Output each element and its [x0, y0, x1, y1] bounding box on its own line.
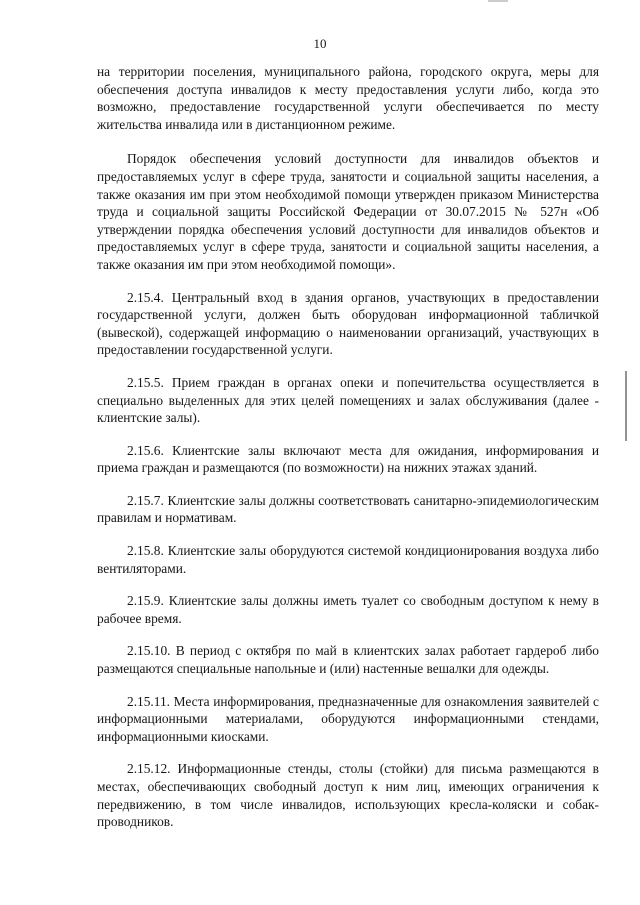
- paragraph-2-15-8: 2.15.8. Клиентские залы оборудуются системой кондиционирования воздуха либо вентиляторами.: [97, 543, 599, 576]
- paragraph-2-15-10: 2.15.10. В период с октября по май в клиентских залах работает гардероб либо размещаются специальные напольные и (или) настенные вешалки для одежды.: [97, 643, 599, 677]
- paragraph-2-15-6: 2.15.6. Клиентские залы включают места для ожидания, информирования и приема граждан и размещаются (по возможности) на нижних этажах зданий.: [97, 442, 599, 476]
- paragraph-2-15-11: 2.15.11. Места информирования, предназначенные для ознакомления заявителей с информационными материалами, оборудуются информационными стендами, информационными киосками.: [97, 693, 599, 744]
- paragraph-accessibility-order: Порядок обеспечения условий доступности для инвалидов объектов и предоставляемых услуг в сфере труда, занятости и социальной защиты населения, а также оказания им при этом необходимой помощи утвержден приказом Министерства труда и социальной защиты Российской Федерации от 30.07.2015 № 527н «Об утверждении порядка обеспечения условий доступности для инвалидов объектов и предоставляемых услуг в сфере труда, занятости и социальной защиты населения, а также оказания им при этом необходимой помощи».: [97, 151, 599, 272]
- document-body: [97, 63, 599, 846]
- paragraph-2-15-4: 2.15.4. Центральный вход в здания органов, участвующих в предоставлении государственной услуги, должен быть оборудован информационной табличкой (вывеской), содержащей информацию о наименовании организаций, участвующих в предоставлении государственной услуги.: [97, 289, 599, 358]
- paragraph-2-15-5: 2.15.5. Прием граждан в органах опеки и попечительства осуществляется в специально выделенных для этих целей помещениях и залах обслуживания (далее - клиентские залы).: [97, 374, 599, 426]
- paragraph-2-15-9: 2.15.9. Клиентские залы должны иметь туалет со свободным доступом к нему в рабочее время.: [97, 593, 599, 626]
- scan-artifact-margin: [625, 371, 627, 441]
- page-number: 10: [313, 36, 327, 51]
- scan-artifact-top: [488, 0, 508, 2]
- paragraph-2-15-12: 2.15.12. Информационные стенды, столы (стойки) для письма размещаются в местах, обеспечивающих свободный доступ к ним лиц, имеющих ограничения к передвижению, в том числе инвалидов, использующих кресла-коляски и собак-проводников.: [97, 761, 599, 830]
- paragraph-2-15-7: 2.15.7. Клиентские залы должны соответствовать санитарно-эпидемиологическим правилам и нормативам.: [97, 492, 599, 526]
- paragraph-continuation: на территории поселения, муниципального района, городского округа, меры для обеспечения доступа инвалидов к месту предоставления услуги либо, когда это возможно, предоставление государственной услуги обеспечивается по месту жительства инвалида или в дистанционном режиме.: [97, 64, 599, 132]
